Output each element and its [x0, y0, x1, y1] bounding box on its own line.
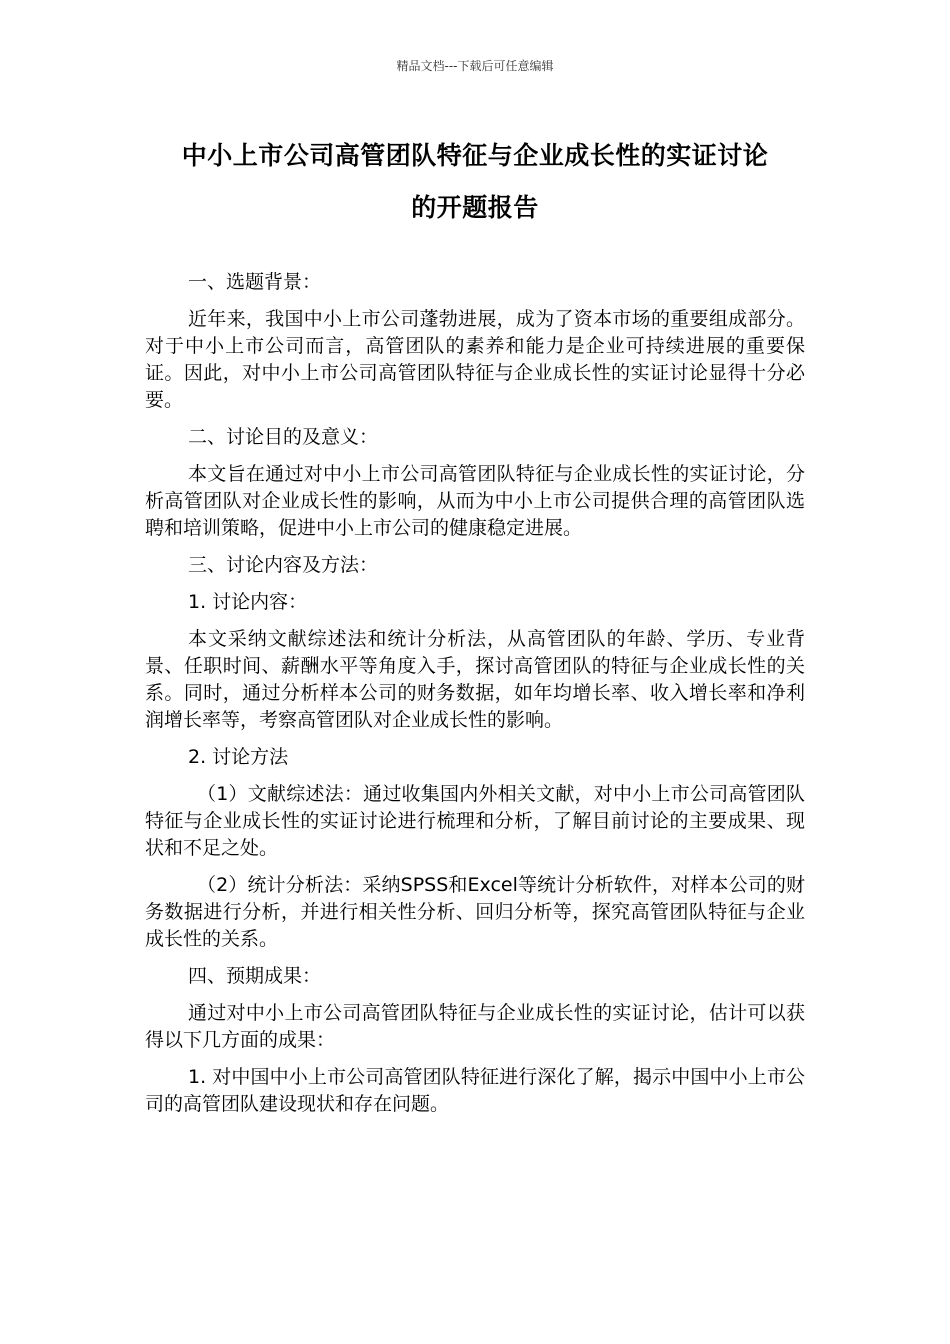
title-line-2: 的开题报告 — [411, 193, 539, 222]
paragraph-outcome-1: 1. 对中国中小上市公司高管团队特征进行深化了解，揭示中国中小上市公司的高管团队建设现状和存在问题。 — [145, 1066, 805, 1115]
section-heading-outcomes: 四、预期成果： — [188, 965, 322, 987]
paragraph-method-statistics: （2）统计分析法：采纳SPSS和Excel等统计分析软件，对样本公司的财务数据进行分析，并进行相关性分析、回归分析等，探究高管团队特征与企业成长性的关系。 — [145, 874, 805, 950]
paragraph-purpose: 本文旨在通过对中小上市公司高管团队特征与企业成长性的实证讨论，分析高管团队对企业成长性的影响，从而为中小上市公司提供合理的高管团队选聘和培训策略，促进中小上市公司的健康稳定进展。 — [145, 463, 805, 539]
subheading-content: 1. 讨论内容： — [188, 591, 308, 613]
section-heading-purpose: 二、讨论目的及意义： — [188, 426, 379, 448]
document-body — [145, 269, 805, 1128]
section-heading-content-methods: 三、讨论内容及方法： — [188, 554, 379, 576]
document-title — [145, 130, 805, 234]
section-heading-background: 一、选题背景： — [188, 271, 322, 293]
paragraph-background: 近年来，我国中小上市公司蓬勃进展，成为了资本市场的重要组成部分。对于中小上市公司而言，高管团队的素养和能力是企业可持续进展的重要保证。因此，对中小上市公司高管团队特征与企业成长性的实证讨论显得十分必要。 — [145, 308, 805, 411]
paragraph-content: 本文采纳文献综述法和统计分析法，从高管团队的年龄、学历、专业背景、任职时间、薪酬水平等角度入手，探讨高管团队的特征与企业成长性的关系。同时，通过分析样本公司的财务数据，如年均增长率、收入增长率和净利润增长率等，考察高管团队对企业成长性的影响。 — [145, 628, 805, 731]
page-header-note: 精品文档---下载后可任意编辑 — [396, 59, 554, 73]
paragraph-method-literature: （1）文献综述法：通过收集国内外相关文献，对中小上市公司高管团队特征与企业成长性的实证讨论进行梳理和分析，了解目前讨论的主要成果、现状和不足之处。 — [145, 783, 805, 859]
subheading-methods: 2. 讨论方法 — [188, 746, 289, 768]
title-line-1: 中小上市公司高管团队特征与企业成长性的实证讨论 — [181, 141, 769, 170]
paragraph-outcomes-intro: 通过对中小上市公司高管团队特征与企业成长性的实证讨论，估计可以获得以下几方面的成果： — [145, 1002, 805, 1051]
